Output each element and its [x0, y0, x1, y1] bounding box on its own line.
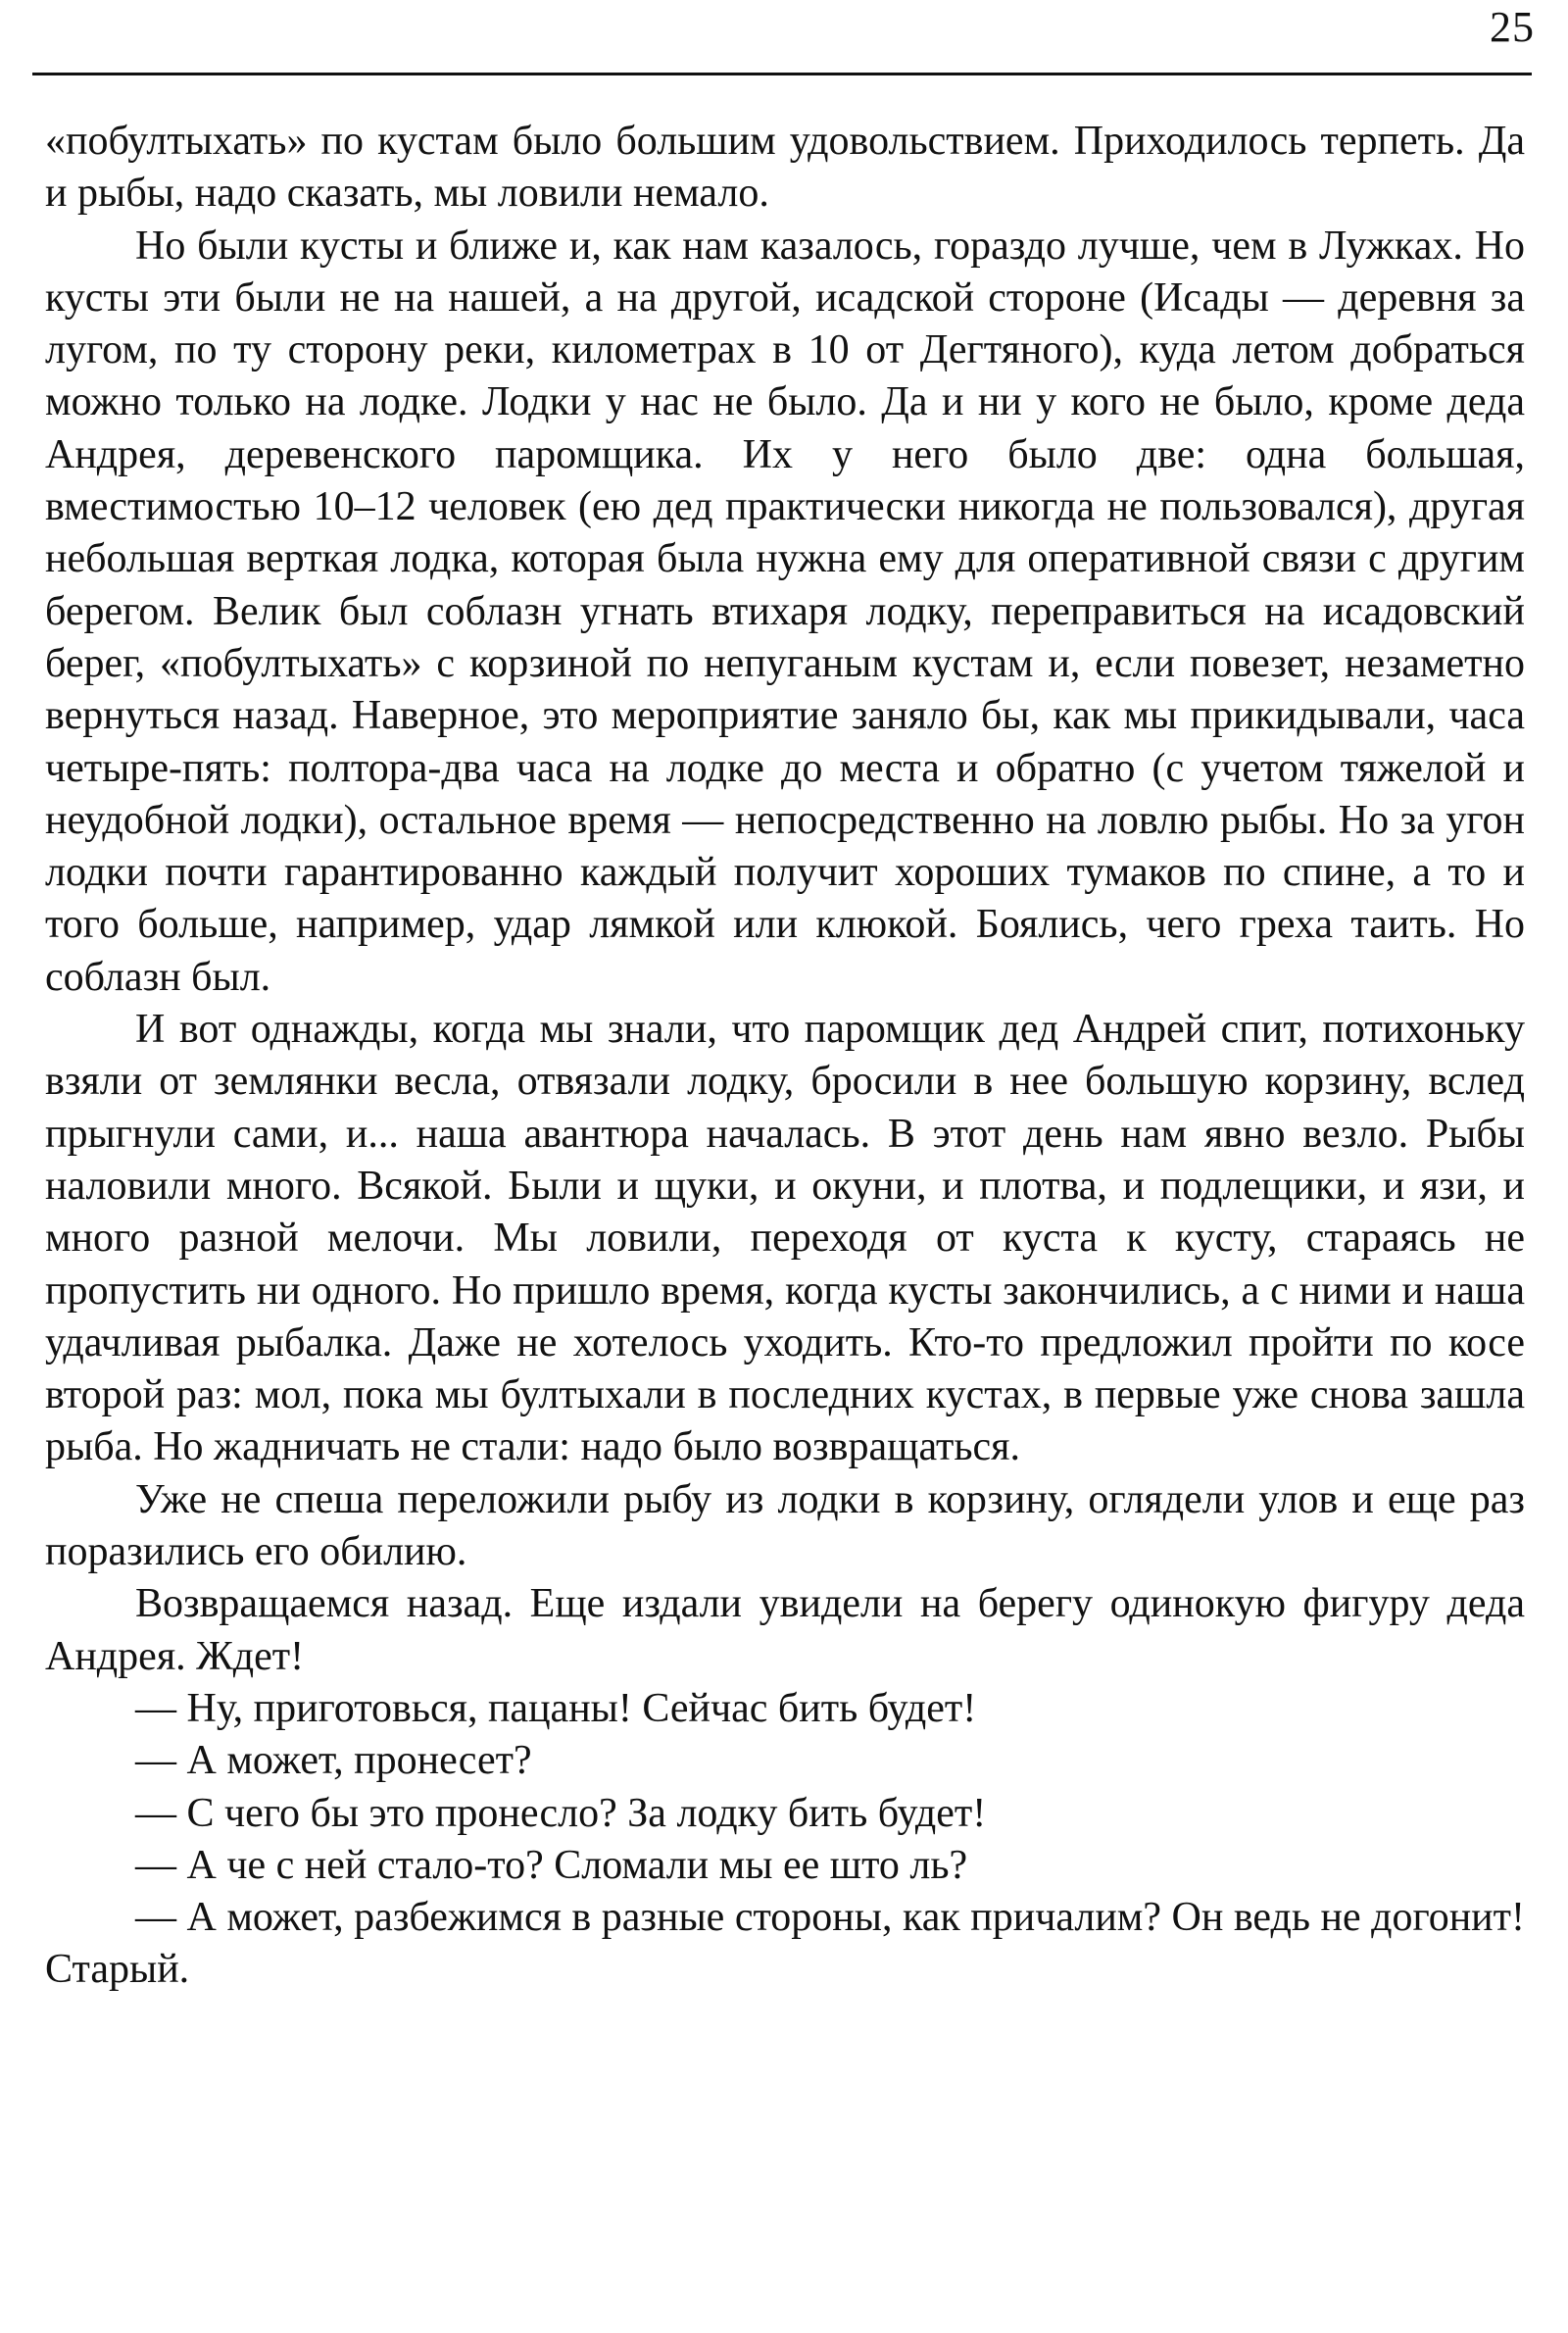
header-rule [32, 73, 1532, 75]
dialogue-line: — Ну, приготовься, пацаны! Сейчас бить будет! [135, 1685, 977, 1731]
paragraph: Но были кусты и ближе и, как нам казалось, гораздо лучше, чем в Лужках. Но кусты эти были не на нашей, а на другой, исадской стороне (Исады — деревня за лугом, по ту сторону реки, километрах в 10 от Дегтяного), куда летом добраться можно только на лодке. Лодки у нас не было. Да и ни у кого не было, кроме деда Андрея, деревенского паромщика. Их у него было две: одна большая, вместимостью 10–12 человек (ею дед практически никогда не пользовался), другая небольшая верткая лодка, которая была нужна ему для оперативной связи с другим берегом. Велик был соблазн угнать втихаря лодку, переправиться на исадовский берег, «побултыхать» с корзиной по непуганым кустам и, если повезет, незаметно вернуться назад. Наверное, это мероприятие заняло бы, как мы прикидывали, часа четыре-пять: полтора-два часа на лодке до места и обратно (с учетом тяжелой и неудобной лодки), остальное время — непосредственно на ловлю рыбы. Но за угон лодки почти гарантированно каждый получит хороших тумаков по спине, а то и того больше, например, удар лямкой или клюкой. Боялись, чего греха таить. Но соблазн был. [45, 223, 1525, 1000]
paragraph: Возвращаемся назад. Еще издали увидели на берегу одинокую фигуру деда Андрея. Ждет! [45, 1581, 1525, 1679]
body-text [45, 116, 1525, 1997]
paragraph: «побултыхать» по кустам было большим удовольствием. Приходилось терпеть. Да и рыбы, надо сказать, мы ловили немало. [45, 119, 1525, 217]
dialogue-line: — С чего бы это пронесло? За лодку бить будет! [135, 1790, 987, 1836]
paragraph: И вот однажды, когда мы знали, что паромщик дед Андрей спит, потихоньку взяли от землянки весла, отвязали лодку, бросили в нее большую корзину, вслед прыгнули сами, и... наша авантюра началась. В этот день нам явно везло. Рыбы наловили много. Всякой. Были и щуки, и окуни, и плотва, и подлещики, и язи, и много разной мелочи. Мы ловили, переходя от куста к кусту, стараясь не пропустить ни одного. Но пришло время, когда кусты закончились, а с ними и наша удачливая рыбалка. Даже не хотелось уходить. Кто-то предложил пройти по косе второй раз: мол, пока мы бултыхали в последних кустах, в первые уже снова зашла рыба. Но жадничать не стали: надо было возвращаться. [45, 1007, 1525, 1470]
page-number: 25 [1490, 3, 1535, 51]
dialogue-line: — А че с ней стало-то? Сломали мы ее што ль? [135, 1842, 968, 1888]
paragraph: Уже не спеша переложили рыбу из лодки в корзину, оглядели улов и еще раз поразились его обилию. [45, 1476, 1525, 1575]
dialogue-line: — А может, пронесет? [135, 1738, 532, 1784]
dialogue-line: — А может, разбежимся в разные стороны, как причалим? Он ведь не догонит! Старый. [45, 1895, 1525, 1993]
